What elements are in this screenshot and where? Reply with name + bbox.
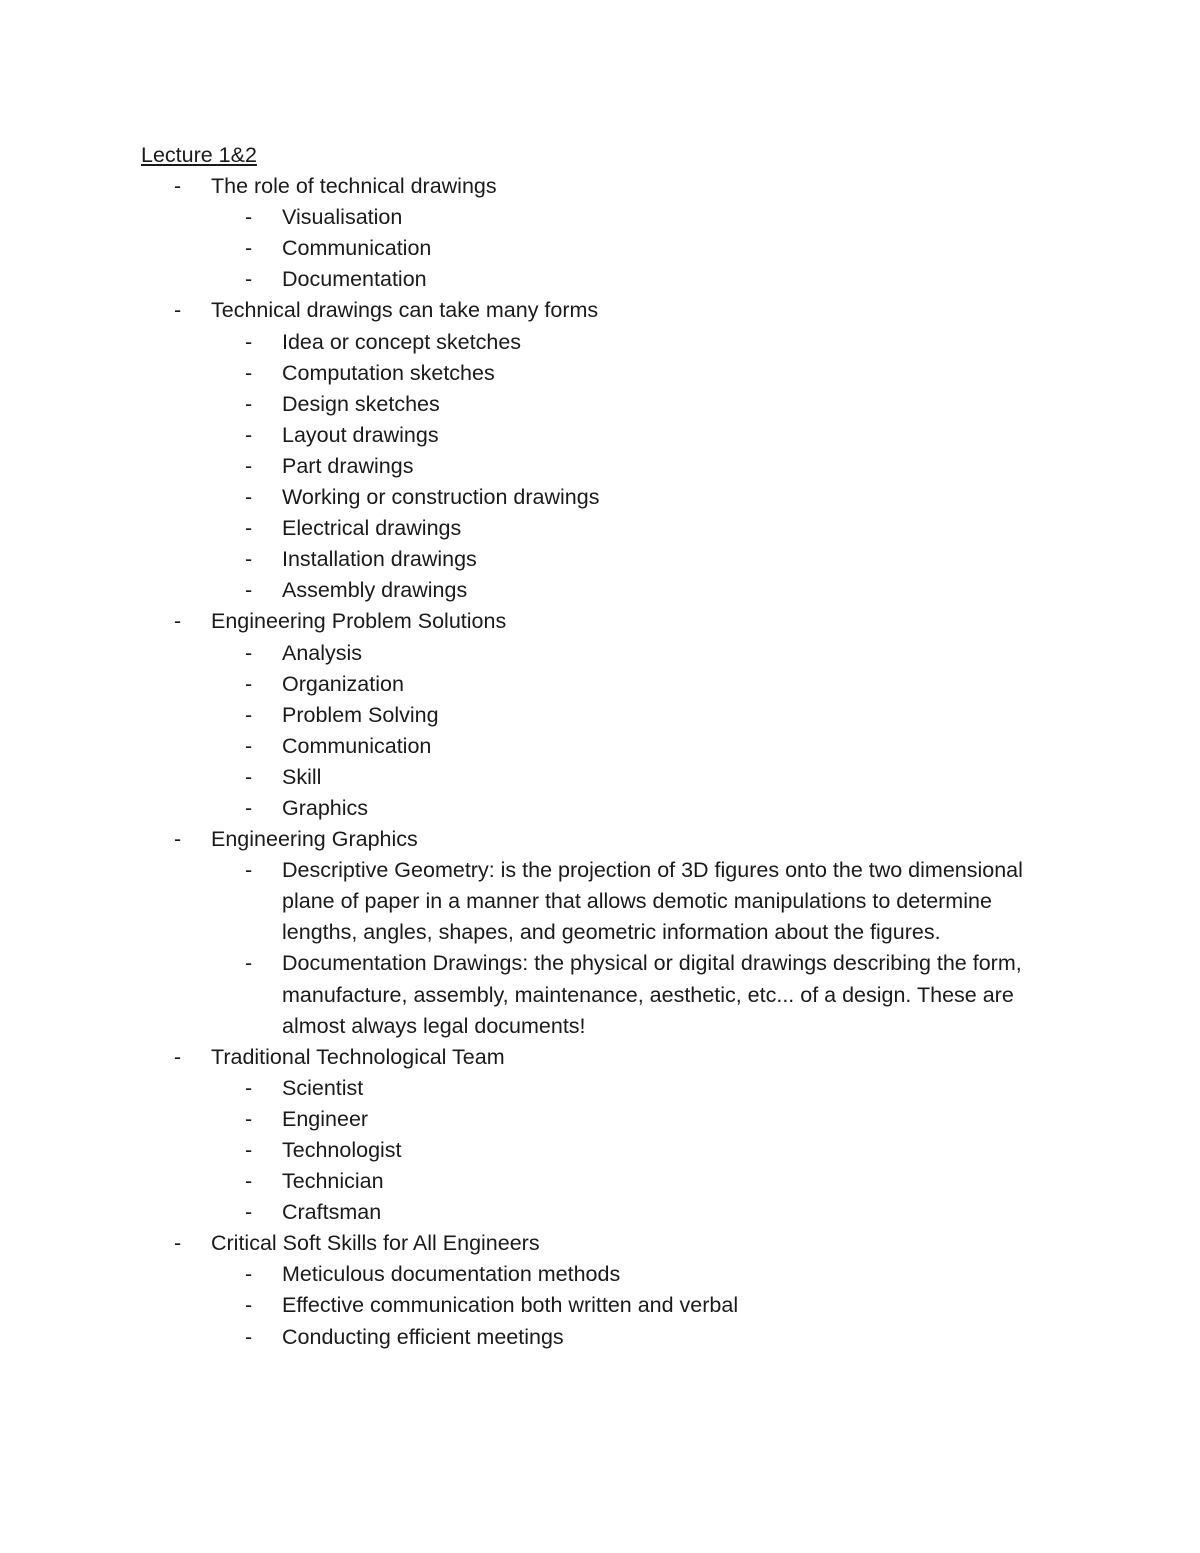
sub-list-wrapper <box>211 327 1071 607</box>
list-item <box>211 731 1071 762</box>
list-item <box>211 575 1071 606</box>
bullet-dash: - <box>245 795 253 820</box>
list-item-text: Documentation Drawings: the physical or digital drawings describing the form, manufacture, assembly, maintenance, aesthetic, etc... of a design. These are almost always legal documents! <box>282 951 1022 1038</box>
section-item <box>141 824 1071 1042</box>
section-item <box>141 1042 1071 1229</box>
list-item <box>211 233 1071 264</box>
list-item-text: Organization <box>282 671 404 696</box>
list-item-text: Graphics <box>282 795 369 820</box>
list-item <box>211 793 1071 824</box>
sub-list <box>211 202 1071 295</box>
bullet-dash: - <box>174 298 182 323</box>
list-item-text: Communication <box>282 733 432 758</box>
list-item-text: Conducting efficient meetings <box>282 1324 564 1349</box>
list-item <box>211 638 1071 669</box>
list-item <box>211 1197 1071 1228</box>
bullet-dash: - <box>245 1075 253 1100</box>
list-item <box>211 264 1071 295</box>
list-item-text: Computation sketches <box>282 360 495 385</box>
list-item <box>211 327 1071 358</box>
sub-list-wrapper <box>211 855 1071 1042</box>
list-item-text: Layout drawings <box>282 422 439 447</box>
section-heading: Technical drawings can take many forms <box>211 298 599 323</box>
bullet-dash: - <box>245 422 253 447</box>
bullet-dash: - <box>245 547 253 572</box>
list-item-text: Working or construction drawings <box>282 485 600 510</box>
list-item <box>211 762 1071 793</box>
bullet-dash: - <box>245 1138 253 1162</box>
bullet-dash: - <box>245 1324 253 1349</box>
bullet-dash: - <box>245 578 253 603</box>
list-item <box>211 420 1071 451</box>
bullet-dash: - <box>245 951 253 976</box>
sub-list-wrapper <box>211 1073 1071 1228</box>
sub-list <box>211 638 1071 825</box>
section-heading: Critical Soft Skills for All Engineers <box>211 1231 540 1256</box>
bullet-dash: - <box>245 453 253 478</box>
section-item <box>141 171 1071 295</box>
sub-list-wrapper <box>211 1259 1071 1352</box>
bullet-dash: - <box>245 1293 253 1318</box>
list-item <box>211 544 1071 575</box>
bullet-dash: - <box>245 236 253 261</box>
notes-body <box>141 140 1071 1353</box>
list-item-text: Assembly drawings <box>282 578 468 603</box>
list-item-text: Technician <box>282 1169 384 1194</box>
list-item <box>211 513 1071 544</box>
bullet-dash: - <box>245 764 253 789</box>
list-item <box>211 389 1071 420</box>
sub-list-wrapper <box>211 638 1071 825</box>
list-item <box>211 1135 1071 1166</box>
list-item-text: Meticulous documentation methods <box>282 1262 621 1287</box>
list-item-text: Effective communication both written and verbal <box>282 1293 739 1318</box>
bullet-dash: - <box>245 733 253 758</box>
bullet-dash: - <box>245 485 253 510</box>
list-item-text: Analysis <box>282 640 363 665</box>
bullet-dash: - <box>245 1262 253 1287</box>
bullet-dash: - <box>245 671 253 696</box>
section-item <box>141 295 1071 606</box>
list-item-text: Documentation <box>282 267 427 292</box>
bullet-dash: - <box>174 174 182 199</box>
list-item-text: Technologist <box>282 1138 402 1162</box>
list-item <box>211 1290 1071 1321</box>
bullet-dash: - <box>245 516 253 541</box>
bullet-dash: - <box>245 205 253 230</box>
section-item <box>141 1228 1071 1352</box>
section-heading: Engineering Problem Solutions <box>211 609 507 634</box>
list-item <box>211 1322 1071 1353</box>
list-item-text: Skill <box>282 764 322 789</box>
list-item-text: Communication <box>282 236 432 261</box>
section-heading: The role of technical drawings <box>211 174 497 199</box>
section-item <box>141 606 1071 824</box>
bullet-dash: - <box>245 267 253 292</box>
bullet-dash: - <box>174 827 182 852</box>
sub-list <box>211 855 1071 1042</box>
list-item-text: Idea or concept sketches <box>282 329 522 354</box>
bullet-dash: - <box>245 640 253 665</box>
sub-list <box>211 327 1071 607</box>
section-heading: Traditional Technological Team <box>211 1044 505 1069</box>
bullet-dash: - <box>174 1044 182 1069</box>
bullet-dash: - <box>245 858 253 883</box>
list-item <box>211 855 1071 948</box>
list-item-text: Design sketches <box>282 391 440 416</box>
list-item <box>211 1259 1071 1290</box>
list-item <box>211 451 1071 482</box>
bullet-dash: - <box>245 1200 253 1225</box>
list-item <box>211 1104 1071 1135</box>
bullet-dash: - <box>245 360 253 385</box>
bullet-dash: - <box>245 329 253 354</box>
list-item-text: Engineer <box>282 1106 369 1131</box>
list-item-text: Problem Solving <box>282 702 439 727</box>
bullet-dash: - <box>245 391 253 416</box>
list-item <box>211 1073 1071 1104</box>
section-heading: Engineering Graphics <box>211 827 418 852</box>
list-item-text: Installation drawings <box>282 547 477 572</box>
list-item-text: Craftsman <box>282 1200 382 1225</box>
list-item <box>211 1166 1071 1197</box>
sub-list <box>211 1073 1071 1228</box>
list-item-text: Electrical drawings <box>282 516 462 541</box>
page-title: Lecture 1&2 <box>141 143 257 167</box>
list-item <box>211 700 1071 731</box>
section-list <box>141 171 1071 1353</box>
sub-list <box>211 1259 1071 1352</box>
list-item-text: Visualisation <box>282 205 403 230</box>
sub-list-wrapper <box>211 202 1071 295</box>
list-item <box>211 669 1071 700</box>
list-item <box>211 948 1071 1041</box>
list-item-text: Scientist <box>282 1075 364 1100</box>
list-item <box>211 202 1071 233</box>
list-item <box>211 482 1071 513</box>
bullet-dash: - <box>174 609 182 634</box>
bullet-dash: - <box>245 702 253 727</box>
bullet-dash: - <box>245 1106 253 1131</box>
bullet-dash: - <box>174 1231 182 1256</box>
list-item-text: Part drawings <box>282 453 414 478</box>
list-item-text: Descriptive Geometry: is the projection of 3D figures onto the two dimensional plane of paper in a manner that allows demotic manipulations to determine lengths, angles, shapes, and geometric information about the figures. <box>282 858 1023 945</box>
list-item <box>211 358 1071 389</box>
bullet-dash: - <box>245 1169 253 1194</box>
